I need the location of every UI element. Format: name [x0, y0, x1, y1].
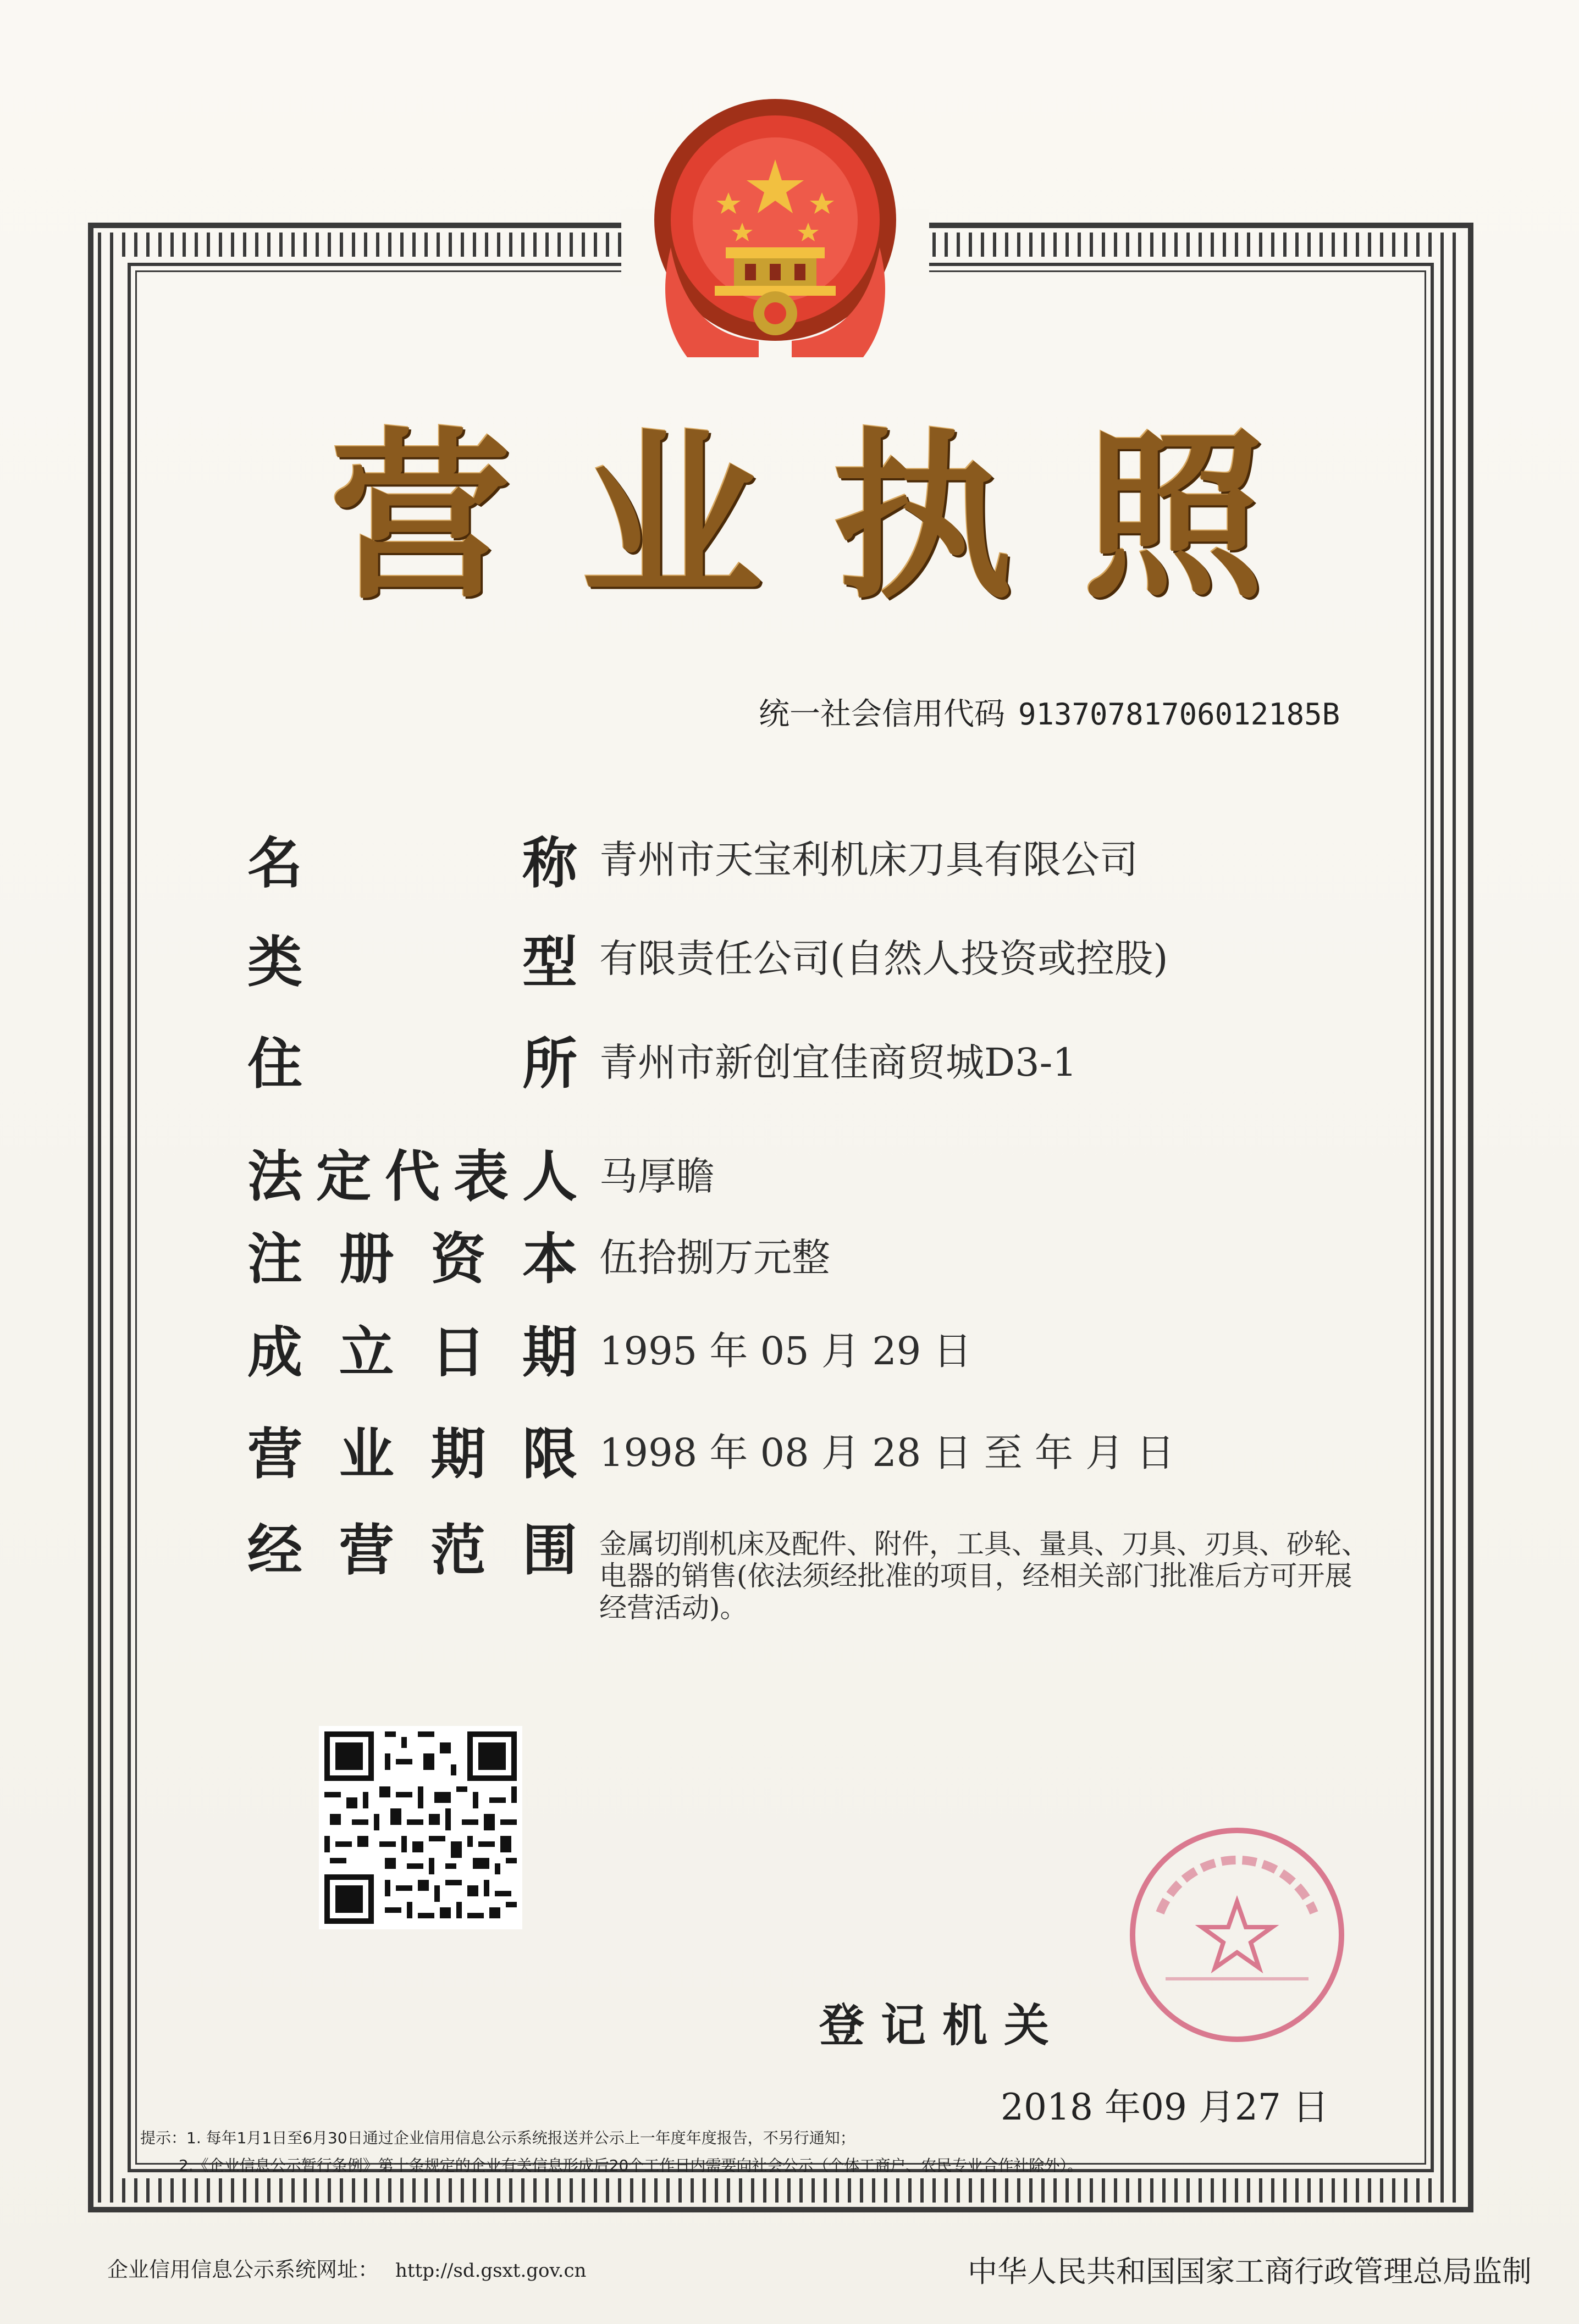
field-value: 青州市新创宜佳商贸城D3-1 — [599, 1040, 1077, 1085]
official-seal-icon — [1122, 1819, 1352, 2050]
field-value: 1998 年 08 月 28 日 至 年 月 日 — [599, 1430, 1175, 1475]
note-line: 2.《企业信息公示暂行条例》第十条规定的企业有关信息形成后20个工作日内需要向社会公示（个体工商户、农民专业合作社除外）。 — [179, 2156, 1083, 2174]
registration-authority: 登记机关 — [819, 2000, 1066, 2052]
field-label: 成 立 日 期 — [247, 1320, 577, 1385]
footer-website-label: 企业信用信息公示系统网址： — [107, 2257, 379, 2282]
credit-code-label: 统一社会信用代码 — [759, 696, 1005, 732]
title-char: 营 — [330, 410, 511, 623]
field-value: 1995 年 05 月 29 日 — [599, 1329, 972, 1374]
title-char: 执 — [832, 410, 1014, 623]
field-value: 青州市天宝利机床刀具有限公司 — [599, 837, 1138, 882]
national-emblem-icon — [632, 82, 918, 368]
notes-block — [140, 2124, 1083, 2179]
field-label: 注 册 资 本 — [247, 1227, 577, 1291]
issue-date: 2018 年09 月27 日 — [1001, 2086, 1329, 2128]
title-char: 照 — [1083, 410, 1265, 623]
field-value: 马厚瞻 — [599, 1154, 715, 1199]
qr-code-icon — [319, 1726, 522, 1929]
footer-website — [107, 2253, 586, 2283]
title-char: 业 — [581, 410, 763, 623]
field-value: 伍拾捌万元整 — [599, 1235, 830, 1280]
field-label: 营 业 期 限 — [247, 1422, 577, 1486]
field-label: 经 营 范 围 — [247, 1518, 577, 1582]
field-label: 名 称 — [247, 831, 577, 895]
credit-code-value: 91370781706012185B — [1018, 697, 1340, 732]
field-label: 法 定 代 表 人 — [247, 1144, 577, 1209]
business-scope-text: 金属切削机床及配件、附件，工具、量具、刀具、刃具、砂轮、电器的销售(依法须经批准的项目，经相关部门批准后方可开展经营活动)。 — [599, 1528, 1369, 1624]
field-label: 住 所 — [247, 1032, 577, 1096]
footer-url: http://sd.gsxt.gov.cn — [395, 2260, 587, 2282]
license-title — [330, 410, 1265, 623]
field-label: 类 型 — [247, 930, 577, 994]
footer-supervisor: 中华人民共和国国家工商行政管理总局监制 — [968, 2254, 1532, 2289]
field-value: 有限责任公司(自然人投资或控股) — [599, 936, 1168, 981]
credit-code-line — [759, 690, 1340, 734]
note-line: 提示：1. 每年1月1日至6月30日通过企业信用信息公示系统报送并公示上一年度年度报告，不另行通知； — [140, 2129, 855, 2147]
